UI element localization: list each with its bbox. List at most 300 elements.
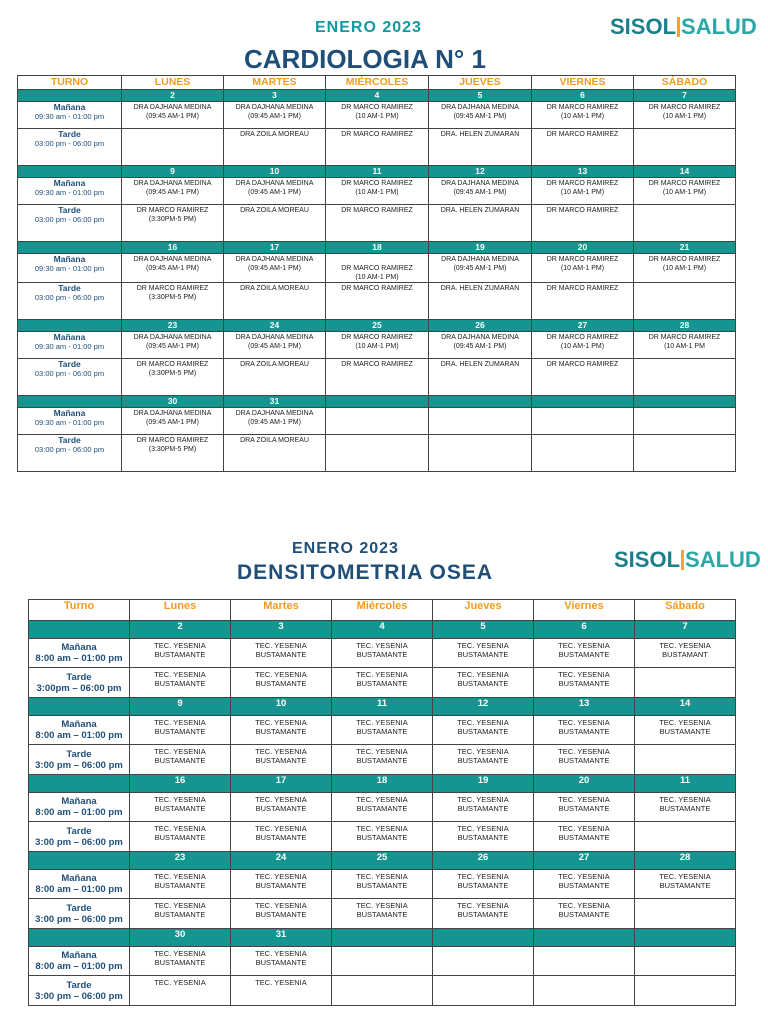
densi-title: DENSITOMETRIA OSEA xyxy=(237,561,494,584)
schedule-cell: DRA DAJHANA MEDINA (09:45 AM-1 PM) xyxy=(429,178,532,205)
day-number: 30 xyxy=(122,396,224,408)
afternoon-row xyxy=(29,822,736,852)
day-number: 5 xyxy=(429,90,532,102)
day-number: 28 xyxy=(634,320,736,332)
afternoon-row xyxy=(29,976,736,1006)
schedule-cell xyxy=(534,976,635,1006)
day-number: 20 xyxy=(532,242,634,254)
schedule-cell: DRA ZOILA MOREAU xyxy=(224,283,326,320)
schedule-cell: DR MARCO RAMIREZ xyxy=(326,283,429,320)
shift-hours: 03:00 pm - 06:00 pm xyxy=(34,139,105,148)
schedule-cell: TEC. YESENIA BUSTAMANTE xyxy=(130,947,231,976)
schedule-cell: TEC. YESENIA BUSTAMANTE xyxy=(534,716,635,745)
day-number: 7 xyxy=(634,90,736,102)
schedule-cell xyxy=(634,129,736,166)
schedule-cell: TEC. YESENIA BUSTAMANTE xyxy=(534,793,635,822)
column-header: Martes xyxy=(231,600,332,621)
shift-morning xyxy=(18,178,122,205)
schedule-cell: TEC. YESENIA BUSTAMANTE xyxy=(231,870,332,899)
day-number: 26 xyxy=(433,852,534,870)
shift-morning xyxy=(18,102,122,129)
day-number xyxy=(326,396,429,408)
schedule-cell xyxy=(634,435,736,472)
week-date-row xyxy=(29,621,736,639)
day-number: 20 xyxy=(534,775,635,793)
week-date-row xyxy=(29,698,736,716)
schedule-cell: DRA DAJHANA MEDINA (09:45 AM-1 PM) xyxy=(224,102,326,129)
afternoon-row xyxy=(29,745,736,775)
shift-hours: 03:00 pm - 06:00 pm xyxy=(34,445,105,454)
day-number: 27 xyxy=(532,320,634,332)
blank-cell xyxy=(18,320,122,332)
day-number: 30 xyxy=(130,929,231,947)
shift-hours: 03:00 pm - 06:00 pm xyxy=(34,369,105,378)
schedule-cell xyxy=(122,129,224,166)
schedule-cell: DRA DAJHANA MEDINA (09:45 AM-1 PM) xyxy=(224,332,326,359)
schedule-cell: DR MARCO RAMIREZ (10 AM-1 PM) xyxy=(326,178,429,205)
schedule-cell: DRA DAJHANA MEDINA (09:45 AM-1 PM) xyxy=(429,332,532,359)
day-number xyxy=(332,929,433,947)
column-header: MIÉRCOLES xyxy=(326,76,429,90)
day-number: 23 xyxy=(130,852,231,870)
day-number: 3 xyxy=(224,90,326,102)
day-number: 2 xyxy=(122,90,224,102)
day-number: 12 xyxy=(433,698,534,716)
schedule-cell: DRA DAJHANA MEDINA (09:45 AM-1 PM) xyxy=(429,102,532,129)
schedule-cell xyxy=(634,205,736,242)
schedule-cell: DRA DAJHANA MEDINA (09:45 AM-1 PM) xyxy=(122,254,224,283)
schedule-cell: DR MARCO RAMIREZ xyxy=(532,129,634,166)
shift-hours: 3:00 pm – 06:00 pm xyxy=(35,913,123,925)
shift-label: Mañana xyxy=(53,332,86,342)
shift-hours: 03:00 pm - 06:00 pm xyxy=(34,293,105,302)
schedule-cell: DRA. HELEN ZUMARAN xyxy=(429,359,532,396)
day-number: 5 xyxy=(433,621,534,639)
day-number: 16 xyxy=(122,242,224,254)
schedule-cell: TEC. YESENIA BUSTAMANTE xyxy=(534,899,635,929)
day-number xyxy=(634,396,736,408)
schedule-cell: DR MARCO RAMIREZ (10 AM-1 PM) xyxy=(532,254,634,283)
morning-row xyxy=(29,639,736,668)
schedule-cell xyxy=(429,435,532,472)
shift-hours: 3:00 pm – 06:00 pm xyxy=(35,836,123,848)
column-header: Miércoles xyxy=(332,600,433,621)
schedule-cell: TEC. YESENIA BUSTAMANTE xyxy=(433,793,534,822)
shift-morning xyxy=(29,870,130,899)
schedule-cell: DR MARCO RAMIREZ (10 AM-1 PM) xyxy=(634,178,736,205)
day-number xyxy=(534,929,635,947)
schedule-cell: TEC. YESENIA BUSTAMANTE xyxy=(231,947,332,976)
column-header: SÁBADO xyxy=(634,76,736,90)
day-number: 9 xyxy=(122,166,224,178)
shift-hours: 8:00 am – 01:00 pm xyxy=(35,807,123,818)
day-number: 19 xyxy=(433,775,534,793)
schedule-cell xyxy=(332,947,433,976)
day-number: 25 xyxy=(332,852,433,870)
schedule-cell: TEC. YESENIA BUSTAMANTE xyxy=(433,745,534,775)
day-number: 7 xyxy=(635,621,736,639)
day-number: 14 xyxy=(634,166,736,178)
schedule-cell: TEC. YESENIA xyxy=(130,976,231,1006)
schedule-cell: TEC. YESENIA BUSTAMANTE xyxy=(433,639,534,668)
schedule-cell: DR MARCO RAMIREZ (10 AM-1 PM) xyxy=(326,102,429,129)
schedule-cell: DRA. HELEN ZUMARAN xyxy=(429,129,532,166)
day-number: 6 xyxy=(534,621,635,639)
schedule-cell: DR MARCO RAMIREZ (3:30PM-5 PM) xyxy=(122,359,224,396)
schedule-cell: TEC. YESENIA BUSTAMANTE xyxy=(534,745,635,775)
day-number: 11 xyxy=(332,698,433,716)
schedule-cell: TEC. YESENIA BUSTAMANTE xyxy=(332,899,433,929)
schedule-cell: DRA ZOILA MOREAU xyxy=(224,435,326,472)
schedule-cell: TEC. YESENIA BUSTAMANTE xyxy=(433,668,534,698)
shift-hours: 3:00 pm – 06:00 pm xyxy=(35,759,123,771)
schedule-cell: DR MARCO RAMIREZ xyxy=(326,129,429,166)
blank-cell xyxy=(18,242,122,254)
schedule-cell: TEC. YESENIA BUSTAMANTE xyxy=(332,639,433,668)
shift-label: Mañana xyxy=(53,408,86,418)
blank-cell xyxy=(29,852,130,870)
logo-part-sisol: SISOL xyxy=(610,14,677,39)
day-number: 10 xyxy=(231,698,332,716)
shift-hours: 8:00 am – 01:00 pm xyxy=(35,884,123,895)
shift-afternoon xyxy=(29,899,130,929)
column-header: Sábado xyxy=(635,600,736,621)
blank-cell xyxy=(29,929,130,947)
schedule-cell: TEC. YESENIA BUSTAMANTE xyxy=(332,716,433,745)
schedule-cell: DR MARCO RAMIREZ (10 AM-1 PM) xyxy=(532,178,634,205)
schedule-cell: TEC. YESENIA BUSTAMANTE xyxy=(231,822,332,852)
day-number: 23 xyxy=(122,320,224,332)
shift-hours: 09:30 am - 01:00 pm xyxy=(34,112,105,121)
shift-morning xyxy=(29,947,130,976)
schedule-cell: DRA. HELEN ZUMARAN xyxy=(429,283,532,320)
shift-morning xyxy=(29,716,130,745)
schedule-cell: DRA DAJHANA MEDINA (09:45 AM-1 PM) xyxy=(122,178,224,205)
morning-row xyxy=(18,408,736,435)
day-number: 19 xyxy=(429,242,532,254)
afternoon-row xyxy=(18,435,736,472)
column-header: Lunes xyxy=(130,600,231,621)
header-row xyxy=(29,600,736,621)
blank-cell xyxy=(29,775,130,793)
schedule-cell: TEC. YESENIA BUSTAMANTE xyxy=(231,716,332,745)
schedule-cell xyxy=(326,435,429,472)
day-number: 17 xyxy=(231,775,332,793)
day-number: 14 xyxy=(635,698,736,716)
cardio-title: CARDIOLOGIA N° 1 xyxy=(244,44,486,74)
shift-label: Tarde xyxy=(66,825,92,837)
schedule-cell xyxy=(634,359,736,396)
blank-cell xyxy=(18,90,122,102)
schedule-cell xyxy=(433,947,534,976)
schedule-cell: TEC. YESENIA BUSTAMANTE xyxy=(130,639,231,668)
schedule-cell: TEC. YESENIA xyxy=(231,976,332,1006)
shift-label: Mañana xyxy=(61,719,97,730)
shift-hours: 8:00 am – 01:00 pm xyxy=(35,653,123,664)
morning-row xyxy=(29,870,736,899)
afternoon-row xyxy=(18,359,736,396)
schedule-cell: TEC. YESENIA BUSTAMANTE xyxy=(130,745,231,775)
schedule-cell: DR MARCO RAMIREZ (10 AM-1 PM) xyxy=(532,332,634,359)
week-date-row xyxy=(18,320,736,332)
schedule-cell: DRA DAJHANA MEDINA (09:45 AM-1 PM) xyxy=(224,408,326,435)
schedule-cell: TEC. YESENIA BUSTAMANTE xyxy=(130,899,231,929)
schedule-cell: DR MARCO RAMIREZ (3:30PM-5 PM) xyxy=(122,283,224,320)
schedule-cell: TEC. YESENIA BUSTAMANTE xyxy=(130,822,231,852)
schedule-cell xyxy=(634,283,736,320)
day-number: 24 xyxy=(231,852,332,870)
schedule-cell: TEC. YESENIA BUSTAMANTE xyxy=(534,870,635,899)
schedule-cell: TEC. YESENIA BUSTAMANTE xyxy=(433,822,534,852)
schedule-cell: DRA. HELEN ZUMARAN xyxy=(429,205,532,242)
sisol-salud-logo xyxy=(610,14,757,40)
schedule-cell: TEC. YESENIA BUSTAMANTE xyxy=(231,668,332,698)
schedule-cell: DRA DAJHANA MEDINA (09:45 AM-1 PM) xyxy=(122,408,224,435)
day-number: 25 xyxy=(326,320,429,332)
schedule-cell: TEC. YESENIA BUSTAMANTE xyxy=(130,870,231,899)
schedule-cell: TEC. YESENIA BUSTAMANTE xyxy=(635,716,736,745)
schedule-cell: TEC. YESENIA BUSTAMANTE xyxy=(332,822,433,852)
logo-part-salud: SALUD xyxy=(685,547,761,572)
shift-label: Tarde xyxy=(66,979,92,991)
column-header: TURNO xyxy=(18,76,122,90)
day-number: 11 xyxy=(326,166,429,178)
schedule-cell: DR MARCO RAMIREZ xyxy=(326,359,429,396)
cardiology-schedule-table xyxy=(17,75,736,472)
schedule-cell: TEC. YESENIA BUSTAMANT xyxy=(635,639,736,668)
header-row xyxy=(18,76,736,90)
schedule-cell: DRA DAJHANA MEDINA (09:45 AM-1 PM) xyxy=(429,254,532,283)
schedule-cell: DR MARCO RAMIREZ xyxy=(532,205,634,242)
shift-morning xyxy=(18,332,122,359)
schedule-cell: TEC. YESENIA BUSTAMANTE xyxy=(433,870,534,899)
day-number: 18 xyxy=(332,775,433,793)
schedule-cell: TEC. YESENIA BUSTAMANTE xyxy=(130,716,231,745)
schedule-cell: DR MARCO RAMIREZ (10 AM-1 PM) xyxy=(326,254,429,283)
schedule-cell: DR MARCO RAMIREZ (10 AM-1 PM) xyxy=(634,102,736,129)
shift-label: Tarde xyxy=(66,902,92,914)
morning-row xyxy=(18,254,736,283)
schedule-cell xyxy=(332,976,433,1006)
schedule-cell xyxy=(532,435,634,472)
afternoon-row xyxy=(29,899,736,929)
schedule-cell: TEC. YESENIA BUSTAMANTE xyxy=(534,668,635,698)
week-date-row xyxy=(29,775,736,793)
schedule-cell: DRA DAJHANA MEDINA (09:45 AM-1 PM) xyxy=(122,102,224,129)
schedule-cell xyxy=(433,976,534,1006)
day-number: 21 xyxy=(634,242,736,254)
column-header: Viernes xyxy=(534,600,635,621)
logo-part-sisol: SISOL xyxy=(614,547,681,572)
shift-hours: 3:00 pm – 06:00 pm xyxy=(35,990,123,1002)
schedule-cell: TEC. YESENIA BUSTAMANTE xyxy=(231,793,332,822)
shift-label: Tarde xyxy=(58,205,81,215)
schedule-cell xyxy=(635,745,736,775)
day-number: 18 xyxy=(326,242,429,254)
day-number: 27 xyxy=(534,852,635,870)
column-header: VIERNES xyxy=(532,76,634,90)
day-number: 11 xyxy=(635,775,736,793)
schedule-cell: TEC. YESENIA BUSTAMANTE xyxy=(332,668,433,698)
cardio-month: ENERO 2023 xyxy=(315,19,422,36)
week-date-row xyxy=(18,166,736,178)
shift-hours: 09:30 am - 01:00 pm xyxy=(34,342,105,351)
day-number: 10 xyxy=(224,166,326,178)
blank-cell xyxy=(29,698,130,716)
shift-hours: 8:00 am – 01:00 pm xyxy=(35,730,123,741)
densi-month: ENERO 2023 xyxy=(292,540,399,557)
shift-afternoon xyxy=(18,359,122,396)
day-number: 6 xyxy=(532,90,634,102)
blank-cell xyxy=(18,166,122,178)
schedule-cell: TEC. YESENIA BUSTAMANTE xyxy=(231,639,332,668)
afternoon-row xyxy=(18,283,736,320)
week-date-row xyxy=(18,242,736,254)
logo-part-salud: SALUD xyxy=(681,14,757,39)
morning-row xyxy=(18,178,736,205)
blank-cell xyxy=(29,621,130,639)
shift-morning xyxy=(18,254,122,283)
schedule-cell: DR MARCO RAMIREZ (10 AM-1 PM xyxy=(634,332,736,359)
day-number xyxy=(433,929,534,947)
shift-morning xyxy=(29,639,130,668)
day-number: 17 xyxy=(224,242,326,254)
schedule-cell: DRA ZOILA MOREAU xyxy=(224,129,326,166)
blank-cell xyxy=(18,396,122,408)
day-number: 24 xyxy=(224,320,326,332)
schedule-cell xyxy=(429,408,532,435)
schedule-cell: TEC. YESENIA BUSTAMANTE xyxy=(332,793,433,822)
schedule-cell: TEC. YESENIA BUSTAMANTE xyxy=(332,870,433,899)
schedule-cell: TEC. YESENIA BUSTAMANTE xyxy=(635,870,736,899)
shift-label: Mañana xyxy=(61,642,97,653)
shift-label: Mañana xyxy=(53,102,86,112)
day-number: 9 xyxy=(130,698,231,716)
week-date-row xyxy=(29,929,736,947)
schedule-cell: TEC. YESENIA BUSTAMANTE xyxy=(332,745,433,775)
schedule-cell: DR MARCO RAMIREZ xyxy=(326,205,429,242)
shift-label: Tarde xyxy=(66,748,92,760)
shift-label: Mañana xyxy=(61,796,97,807)
day-number: 12 xyxy=(429,166,532,178)
shift-label: Tarde xyxy=(58,359,81,369)
schedule-cell xyxy=(635,976,736,1006)
day-number: 4 xyxy=(332,621,433,639)
week-date-row xyxy=(29,852,736,870)
day-number: 31 xyxy=(224,396,326,408)
week-date-row xyxy=(18,396,736,408)
sisol-salud-logo-2 xyxy=(614,547,761,573)
column-header: LUNES xyxy=(122,76,224,90)
column-header: Jueves xyxy=(433,600,534,621)
schedule-cell: TEC. YESENIA BUSTAMANTE xyxy=(130,668,231,698)
day-number: 16 xyxy=(130,775,231,793)
day-number: 2 xyxy=(130,621,231,639)
morning-row xyxy=(18,102,736,129)
morning-row xyxy=(29,947,736,976)
schedule-cell xyxy=(635,899,736,929)
shift-hours: 8:00 am – 01:00 pm xyxy=(35,961,123,972)
morning-row xyxy=(18,332,736,359)
shift-label: Mañana xyxy=(53,178,86,188)
week-date-row xyxy=(18,90,736,102)
afternoon-row xyxy=(18,205,736,242)
shift-label: Tarde xyxy=(66,671,92,683)
schedule-cell: TEC. YESENIA BUSTAMANTE xyxy=(534,639,635,668)
schedule-cell: TEC. YESENIA BUSTAMANTE xyxy=(635,793,736,822)
column-header: MARTES xyxy=(224,76,326,90)
schedule-cell: TEC. YESENIA BUSTAMANTE xyxy=(534,822,635,852)
shift-afternoon xyxy=(29,668,130,698)
shift-hours: 3:00pm – 06:00 pm xyxy=(36,682,122,694)
densitometry-schedule-table xyxy=(28,599,736,1006)
schedule-cell: DR MARCO RAMIREZ (10 AM-1 PM) xyxy=(634,254,736,283)
shift-afternoon xyxy=(18,283,122,320)
schedule-cell: TEC. YESENIA BUSTAMANTE xyxy=(433,899,534,929)
shift-label: Mañana xyxy=(53,254,86,264)
day-number: 31 xyxy=(231,929,332,947)
shift-afternoon xyxy=(29,745,130,775)
schedule-cell: DRA DAJHANA MEDINA (09:45 AM-1 PM) xyxy=(122,332,224,359)
schedule-cell xyxy=(635,947,736,976)
schedule-cell xyxy=(635,822,736,852)
day-number: 13 xyxy=(534,698,635,716)
shift-hours: 09:30 am - 01:00 pm xyxy=(34,418,105,427)
schedule-cell: TEC. YESENIA BUSTAMANTE xyxy=(433,716,534,745)
day-number: 26 xyxy=(429,320,532,332)
column-header: Turno xyxy=(29,600,130,621)
schedule-cell: DR MARCO RAMIREZ xyxy=(532,359,634,396)
shift-afternoon xyxy=(29,822,130,852)
shift-hours: 09:30 am - 01:00 pm xyxy=(34,188,105,197)
schedule-cell xyxy=(534,947,635,976)
schedule-cell xyxy=(532,408,634,435)
schedule-cell: TEC. YESENIA BUSTAMANTE xyxy=(231,899,332,929)
schedule-cell: DRA DAJHANA MEDINA (09:45 AM-1 PM) xyxy=(224,254,326,283)
schedule-cell: TEC. YESENIA BUSTAMANTE xyxy=(130,793,231,822)
day-number xyxy=(429,396,532,408)
schedule-cell: TEC. YESENIA BUSTAMANTE xyxy=(231,745,332,775)
shift-label: Tarde xyxy=(58,283,81,293)
shift-label: Tarde xyxy=(58,435,81,445)
shift-hours: 03:00 pm - 06:00 pm xyxy=(34,215,105,224)
shift-afternoon xyxy=(29,976,130,1006)
schedule-cell xyxy=(634,408,736,435)
shift-morning xyxy=(29,793,130,822)
schedule-cell: DR MARCO RAMIREZ (3:30PM-5 PM) xyxy=(122,435,224,472)
morning-row xyxy=(29,793,736,822)
schedule-cell: DR MARCO RAMIREZ xyxy=(532,283,634,320)
shift-morning xyxy=(18,408,122,435)
schedule-cell: DR MARCO RAMIREZ (10 AM-1 PM) xyxy=(326,332,429,359)
day-number: 4 xyxy=(326,90,429,102)
day-number: 28 xyxy=(635,852,736,870)
schedule-cell xyxy=(635,668,736,698)
schedule-cell: DR MARCO RAMIREZ (3:30PM-5 PM) xyxy=(122,205,224,242)
shift-label: Mañana xyxy=(61,950,97,961)
column-header: JUEVES xyxy=(429,76,532,90)
shift-afternoon xyxy=(18,205,122,242)
shift-afternoon xyxy=(18,435,122,472)
schedule-cell: DRA DAJHANA MEDINA (09:45 AM-1 PM) xyxy=(224,178,326,205)
day-number xyxy=(635,929,736,947)
shift-label: Mañana xyxy=(61,873,97,884)
shift-hours: 09:30 am - 01:00 pm xyxy=(34,264,105,273)
morning-row xyxy=(29,716,736,745)
day-number: 13 xyxy=(532,166,634,178)
schedule-cell: DRA ZOILA MOREAU xyxy=(224,205,326,242)
shift-label: Tarde xyxy=(58,129,81,139)
